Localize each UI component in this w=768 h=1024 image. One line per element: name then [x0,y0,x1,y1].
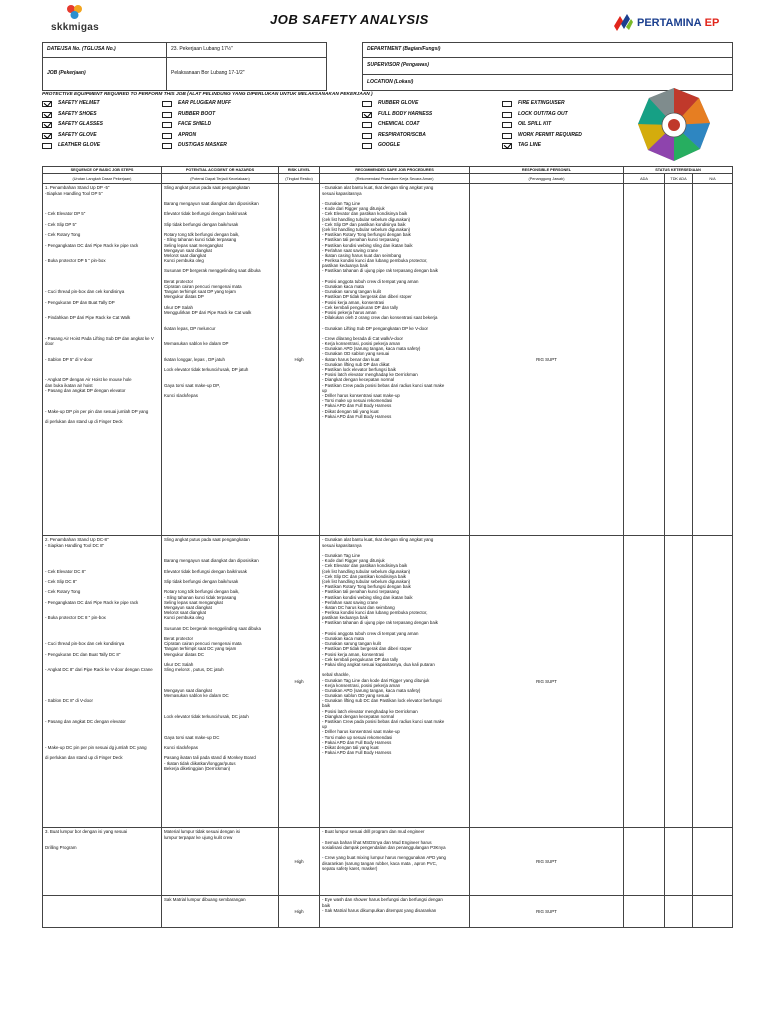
procedure-cell [320,536,470,828]
ppe-item [502,111,568,119]
ppe-checkbox[interactable] [162,143,172,149]
risk-cell-text: High [294,909,304,915]
risk-subheader: (Tingkat Resiko) [279,174,320,184]
hazard-cell-text: Sling angkat putus pada saat pengangkatan Barang mengayun saat diangkat dan diposisikan Elevator tidak berfungsi dengan baik/rusak Slip tidak berfungsi dengan baik/rusak Rotary tong tdk berfungsi dengan baik, - Sling tahanan kunci tidak terpasang Seling lepas saat mengangkat Mengayun saat diangkat Melorot saat diangkat Kunci pembuka oleg Susunan DP bergerak menggelinding saat dibuka Berat protector Cipratan cairan pencuci mengenai mata Tangan terhimpit saat DP yang tejam Mengukur diatas DP Ukur DP Salah Menggulirkan DP dari Pipe Rack ke Cat walk Ikatan lepas, DP meluncur Memasukan sablon ke dalam DP Ikatan longgar, lepas , DP jatuh Lock elevator tidak terkunci/rusak, DP jatuh Gaya torsi saat make-up DP, Kunci slack/lepas [164,185,261,398]
ppe-checkbox[interactable] [502,133,512,139]
ppe-item [502,100,565,108]
ppe-checkbox[interactable] [42,101,52,107]
steps-header: SEQUENCE OF BASIC JOB STEPS [43,167,162,174]
ada-cell [624,896,665,928]
step-cell-text: 2. Penambahan Stand Up DC-8" - Siapkan Handling Tool DC 8" - Cek Elevator DC 8" - Cek Slip DC 8" - Cek Rotary Tong - Pengangkatan DC dari Pipe Rack ke pipe rack - Buka protector DC 8 " pin-box - Cuci thread pin-box dan cek kondisinya - Pengukuran DC dan Buat Tally DC 8" - Angkat DC 8" dari Pipe Rack ke V-door dengan Crane - Sablon DC 8" di V-door - Pasang dan angkat DC dengan elevator - Make-up DC pin per pin sesuai dg jumlah DC yang di perlukan dan stand up di Finger Deck [45,537,153,761]
ppe-label: RESPIRATOR/SCBA [378,131,426,138]
ppe-item [42,111,97,119]
job-value: Pelaksanaan Bor Lubang 17-1/2" [167,58,327,91]
ppe-title: PROTECTIVE EQUIPMENT REQUIRED TO PERFORM THIS JOB (ALAT PELINDUNG YANG DIPERLUKAN UNTUK MELAKSANAKAN PEKERJAAN ) [42,92,373,97]
personnel-cell-text: RIG SUPT [536,909,557,915]
procedure-cell [320,828,470,896]
hazard-cell-text: Material lumpur tidak sesuai dengan isi lumpur terpapar ke ujung kulit crew [164,829,240,840]
ppe-item [162,111,215,119]
ppe-label: APRON [178,131,197,138]
na-cell [693,828,733,896]
hazards-header: POTENTIAL ACCIDENT OR HAZARDS [162,167,279,174]
procedure-cell-text: - Buat lumpur sesuai drill program dan mud engineer - Semua bahan lihat MSDSnya dan Mud Engineer harus sosialisasi dampak pengendalian dan penanggulangan P3Knya - Crew yang buat mixing lumpur harus menggunakan APD yang disarankan (sarung tangan rubber, kaca mata , apron PVC, sepatu safety karet, masker) [322,829,446,871]
ppe-checkbox[interactable] [162,122,172,128]
ppe-item [42,132,97,140]
ppe-checkbox[interactable] [42,112,52,118]
risk-cell-text: High [294,679,304,685]
table-row [43,184,733,536]
status-header: STATUS KETERSEDIAAN [624,167,733,174]
job-label: JOB (Pekerjaan) [43,58,167,91]
skkmigas-logo [40,4,110,34]
personnel-header: RESPONSIBLE PERSONEL [470,167,624,174]
ppe-checkbox[interactable] [42,122,52,128]
department-row [363,43,733,58]
pertamina-logo-text: PERTAMINA EP [637,17,720,29]
step-cell [43,896,162,928]
ada-subheader: ADA [624,174,665,184]
na-cell [693,184,733,536]
ppe-item [502,142,541,150]
risk-cell-text: High [294,859,304,865]
jsa-table [42,166,733,928]
risk-header: RISK LEVEL [279,167,320,174]
personnel-cell-text: RIG SUPT [536,357,557,363]
ppe-checkbox[interactable] [502,122,512,128]
ppe-label: SAFETY HELMET [58,100,100,107]
step-cell [43,184,162,536]
hazard-cell-text: Sling angkat putus pada saat pengangkatan Barang mengayun saat diangkat dan diposisikan Elevator tidak berfungsi dengan baik/rusak Slip tidak berfungsi dengan baik/rusak Rotary tong tdk berfungsi dengan baik, - Sling tahanan kunci tidak terpasang Seling lepas saat mengangkat Mengayun saat diangkat Melorot saat diangkat Kunci pembuka oleg Susunan DC bergerak menggelinding saat dibuka Berat protector Cipratan cairan pencuci mengenai mata Tangan terhimpit saat DC yang tejam Mengukur diatas DC Ukur DC Salah Sling melorot , putus, DC jatuh Mengayun saat diangkat Memasukan sablon ke dalam DC Lock elevator tidak terkunci/rusak, DC jatuh Gaya torsi saat make-up DC Kunci slack/lepas Pasang ikatan tali pada stand di Monkey Board - Ikatan tidak diikatkan/longgar/putus Bekerja diketinggian (Derrickman) [164,537,261,771]
steps-subheader: (Urutan Langkah Dasar Pekerjaan) [43,174,162,184]
ppe-checkbox[interactable] [162,112,172,118]
ppe-checkbox[interactable] [502,143,512,149]
step-cell [43,536,162,828]
tidak-ada-cell [665,896,693,928]
safety-wheel-icon [636,87,712,163]
risk-cell [279,828,320,896]
ppe-label: FULL BODY HARNESS [378,110,433,117]
hazard-cell [162,896,279,928]
procedures-subheader: (Rekomendasi Prosedure Kerja Secara Aman) [320,174,470,184]
tidak-ada-cell [665,184,693,536]
jsa-table-body [43,184,733,928]
ppe-item [362,121,419,129]
risk-cell [279,184,320,536]
ppe-checkbox[interactable] [162,133,172,139]
na-cell [693,536,733,828]
ppe-checkbox[interactable] [162,101,172,107]
personnel-cell [470,896,624,928]
step-cell-text: 1. Penambahan Stand Up DP -5" -Siapkan Handling Tool DP 5" - Cek Elevator DP 5" - Cek Slip DP 5" - Cek Rotary Tong - Pengangkatan DC dari Pipe Rack ke pipe rack - Buka protector DP 5 " pin-box - Cuci thread pin-box dan cek kondisinya - Pengukuran DP dan Buat Tally DP - Pindahkan DP dari Pipe Rack ke Cat Walk - Pasang Air Hoist Pada Lifting Sub DP dan angkat ke V door - Sablon DP 5" di V-door - Angkat DP dengan Air Hoist ke mouse hole dan buka ikatan air hoist - Pasang dan angkat DP dengan elevator - Make-up DP pin per pin dan sesuai jumlah DP yang di perlukan dan stand up di Finger Deck [45,185,154,424]
step-cell-text: 3. Buat lumpur bor dengan isi yang sesuai Drilling Program [45,829,128,851]
personnel-cell-text: RIG SUPT [536,679,557,685]
pertamina-logo [612,12,762,34]
ppe-label: LOCK OUT/TAG OUT [518,110,568,117]
procedure-cell-text: - Gunakan alat bantu kuat, Ikat dengan sling angkat yang sesuai kapasitasnya - Gunakan Tag Line - Kode dari Rigger yang ditunjuk - Cek Elevator dan pastikan kondisinya baik (cek list handling tubular sebelum digunakan) - Cek Slip DP dan pastikan kondisinya baik (cek list handling tubular sebelum digunakan) - Pastikan Rotary Tong berfungsi dengan baik - Pastikan tali penahan kunci terpasang - Pastikan kondisi webing sling dan ikatan baik - Perlahan saat saving crane - Ikatan casing harus kuat dan seimbang - Periksa kondisi kunci dan lubang pembuka protector, pastikan keduanya baik - Pastikan tahanan di ujung pipe rak terpasang dengan baik - Posisi anggota tubuh crew di tempat yang aman - Gunakan kaca mata - Gunakan sarung tangan kulit - Pastikan DP tidak bergerak dan diberi stoper - Posisi kerja aman, konsentrasi - Cek kembali pengukuran DP dan tally - Posisi pekerja harus aman - Dilakukan oleh 2 orang crew dan konsentrasi saat bekerja - Gunakan Lifting Sub DP pengangkatan DP ke V-door - Crew dilarang berada di Cat walk/v-door - Kerja konsentrasi, posisi pekerja aman - Gunakan APD (sarung tangan, kaca mata safety) - Gunakan OD sablon yang sesuai - Ikatan harus benar dan kuat - Gunakan lifting sub DP dan diikat - Pastikan lock elevator berfungsi baik - Posisi latch elevator menghadap ke Derrickman - Diangkat dengan kecepatan normal - Pastikan Crew pada posisi bebas dari radius kunci saat make up - Driller harus konsentrasi saat make-up - Torsi make up sesuai rekomendasi - Pakai APD dan Full Body Harness - Diikat dengan tali yang kuat - Pakai APD dan Full Body Harness [322,185,445,419]
ppe-label: CHEMICAL COAT [378,121,420,128]
pertamina-mark-icon [612,12,634,34]
ppe-label: GOOGLE [378,142,400,149]
ppe-checkbox[interactable] [362,112,372,118]
ppe-checklist [42,100,632,152]
job-row [43,58,327,91]
ppe-label: SAFETY SHOES [58,110,97,117]
ppe-label: DUST/GAS MASKER [178,142,227,149]
ppe-item [502,121,551,129]
risk-cell [279,536,320,828]
na-subheader: N/A [693,174,733,184]
ada-cell [624,828,665,896]
date-row [43,43,327,58]
ppe-item [162,142,227,150]
risk-cell-text: High [294,357,304,363]
ada-cell [624,536,665,828]
tidak-ada-cell [665,536,693,828]
ppe-label: SAFETY GLOVE [58,131,97,138]
date-label: DATE/JSA No. (TGL/JSA No.) [43,43,167,58]
ada-cell [624,184,665,536]
hazard-cell [162,536,279,828]
skkmigas-mark-icon [62,4,88,22]
hazard-cell [162,828,279,896]
skkmigas-logo-text: skkmigas [51,22,99,33]
risk-cell [279,896,320,928]
ppe-checkbox[interactable] [362,122,372,128]
personnel-cell-text: RIG SUPT [536,859,557,865]
ppe-item [162,132,196,140]
ppe-item [42,142,100,150]
table-header-row [43,167,733,174]
ppe-label: FIRE EXTINGUISER [518,100,565,107]
ppe-label: FACE SHIELD [178,121,212,128]
ppe-checkbox[interactable] [42,143,52,149]
page-title: JOB SAFETY ANALYSIS [270,12,429,27]
table-row [43,828,733,896]
supervisor-label: SUPERVISOR (Pengawas) [363,58,733,75]
procedure-cell-text: - Eye wash dan shower harus berfungsi dan berfungsi dengan baik - Sak Matrial harus dikumpulkan ditempat yang disarankan [322,897,443,913]
na-cell [693,896,733,928]
ppe-item [42,121,103,129]
ppe-checkbox[interactable] [362,143,372,149]
department-label: DEPARTMENT (Bagian/Fungsi) [363,43,733,58]
table-row [43,536,733,828]
ppe-item [362,100,418,108]
table-row [43,896,733,928]
ppe-checkbox[interactable] [362,101,372,107]
ppe-item [42,100,100,108]
ppe-label: RUBBER GLOVE [378,100,419,107]
hazards-subheader: (Potensi Dapat Terjadi Kecelakaan) [162,174,279,184]
ppe-label: EAR PLUG/EAR MUFF [178,100,232,107]
ppe-item [502,132,582,140]
table-subheader-row [43,174,733,184]
personnel-subheader: (Penanggung Jawab) [470,174,624,184]
hazard-cell-text: Sak Matrial lumpur dibuang sembarangan [164,897,246,903]
step-cell [43,828,162,896]
tidak-ada-cell [665,828,693,896]
hazard-cell [162,184,279,536]
ppe-label: TAG LINE [518,142,541,149]
ppe-item [162,121,211,129]
pertamina-logo-suffix: EP [704,17,720,29]
personnel-cell [470,184,624,536]
tidak-ada-subheader: TDK ADA [665,174,693,184]
ppe-item [362,142,400,150]
ppe-item [362,111,432,119]
ppe-label: LEATHER GLOVE [58,142,101,149]
department-info-table [362,42,733,91]
ppe-checkbox[interactable] [502,101,512,107]
ppe-checkbox[interactable] [42,133,52,139]
date-value: 23. Pekerjaan Lubang 17½" [167,43,327,58]
ppe-label: SAFETY GLASSES [58,121,103,128]
procedure-cell [320,896,470,928]
job-info-table [42,42,327,91]
ppe-checkbox[interactable] [362,133,372,139]
location-label: LOCATION (Lokasi) [363,75,733,91]
procedure-cell [320,184,470,536]
supervisor-row [363,58,733,75]
procedures-header: RECOMMENDED SAFE JOB PROCEDURES [320,167,470,174]
header [0,0,768,38]
ppe-item [362,132,426,140]
ppe-label: RUBBER BOOT [178,110,216,117]
procedure-cell-text: - Gunakan alat bantu kuat, Ikat dengan sling angkat yang sesuai kapasitasnya - Gunakan Tag Line - Kode dari Rigger yang ditunjuk - Cek Elevator dan pastikan kondisinya baik (cek list handling tubular sebelum digunakan) - Cek Slip DC dan pastikan kondisinya baik (cek list handling tubular sebelum digunakan) - Pastikan Rotary Tong berfungsi dengan baik - Pastikan tali penahan kunci terpasang - Pastikan kondisi webing sling dan ikatan baik - Perlahan saat saving crane - Ikatan DC harus kuat dan seimbang - Periksa kondisi kunci dan lubang pembuka protector, pastikan keduanya baik - Pastikan tahanan di ujung pipe rak terpasang dengan baik - Posisi anggota tubuh crew di tempat yang aman - Gunakan kaca mata - Gunakan sarung tangan kulit - Pastikan DP tidak bergerak dan diberi stoper - Posisi kerja aman, konsentrasi - Cek kembali pengukuran DP dan tally - Pakai sling angkat sesuai kapasitasnya, dua kali putaran sebal shackle, - Gunakan Tag Line dan kode dari Rigger yang ditunjuk - Kerja konsentrasi, posisi pekerja aman - Gunakan APD (sarung tangan, kaca mata safety) - Gunakan sablon OD yang sesuai - Gunakan lifting sub DC dan Pastikan lock elevator berfungsi baik - Posisi latch elevator menghadap ke Derrickman - Diangkat dengan kecepatan normal - Pastikan Crew pada posisi bebas dari radius kunci saat make up - Driller harus konsentrasi saat make-up - Torsi make up sesuai rekomendasi - Pakai APD dan Full Body Harness - Diikat dengan tali yang kuat - Pakai APD dan Full Body Harness [322,537,445,756]
ppe-checkbox[interactable] [502,112,512,118]
personnel-cell [470,828,624,896]
ppe-label: WORK PERMIT REQUIRED [518,131,582,138]
personnel-cell [470,536,624,828]
ppe-item [162,100,231,108]
ppe-label: OIL SPILL KIT [518,121,552,128]
